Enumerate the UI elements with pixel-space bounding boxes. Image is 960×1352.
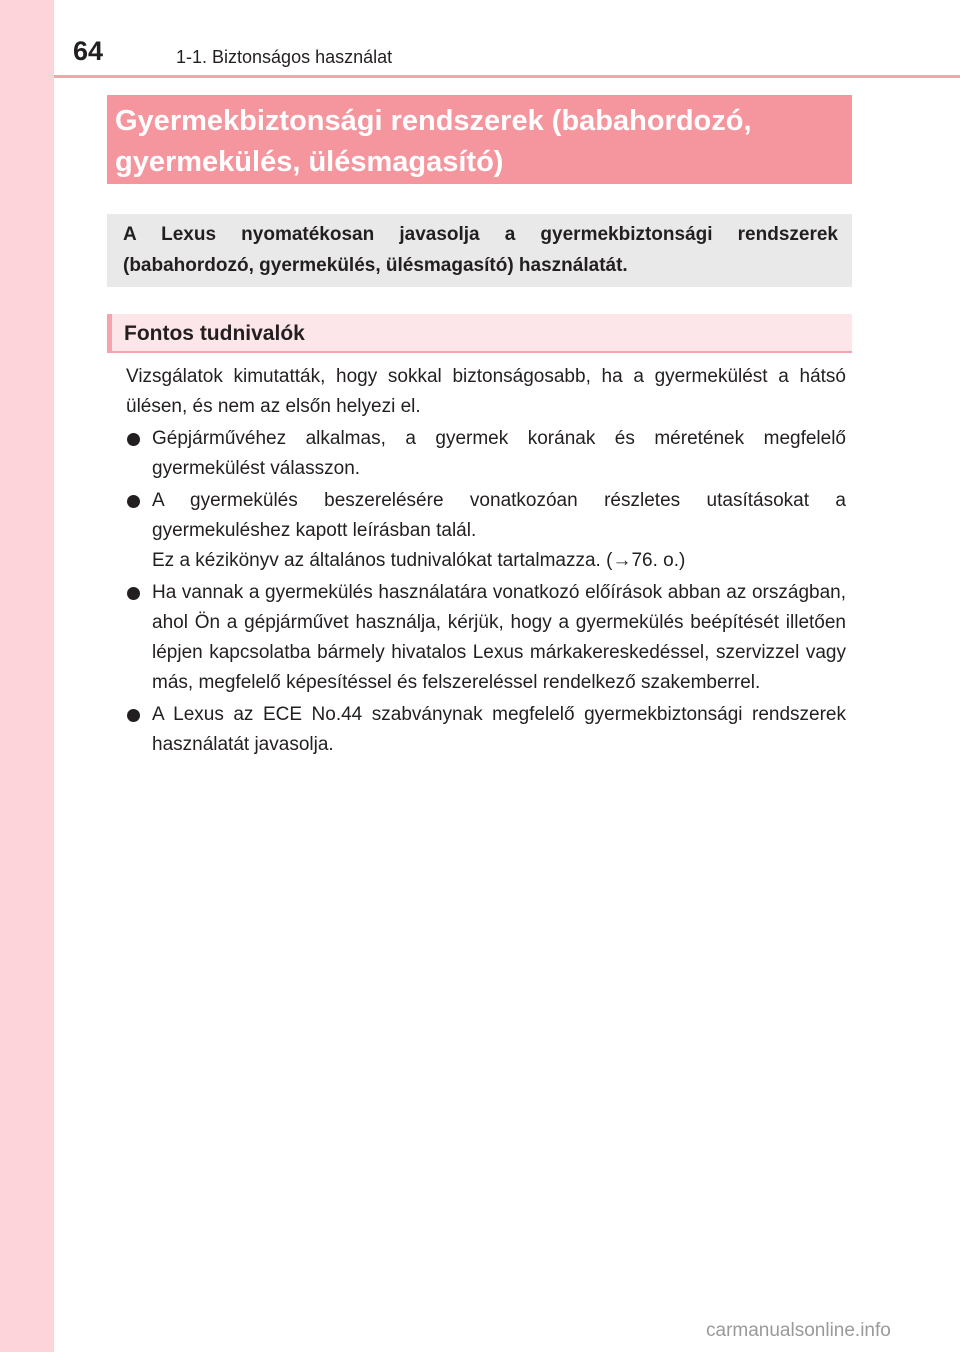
bullet-icon [127, 587, 140, 600]
section-heading: Fontos tudnivalók [107, 314, 852, 353]
intro-paragraph: Vizsgálatok kimutatták, hogy sokkal biztonságosabb, ha a gyermekülést a hátsó ülésen, és nem az elsőn helyezi el. [126, 366, 846, 417]
list-item [126, 700, 846, 760]
list-item [126, 486, 846, 576]
bullet-list [126, 424, 846, 760]
bullet-icon [127, 495, 140, 508]
section-content [126, 362, 846, 760]
header-divider [54, 75, 960, 78]
intro-box: A Lexus nyomatékosan javasolja a gyermekbiztonsági rendszerek (babahordozó, gyermekülés, ülésmagasító) használatát. [107, 214, 852, 287]
list-item-text: Gépjárművéhez alkalmas, a gyermek korának és méretének megfelelő gyermekülést válasszon. [152, 428, 846, 479]
list-item [126, 578, 846, 698]
side-band [0, 0, 54, 1352]
list-item-text: A Lexus az ECE No.44 szabványnak megfelelő gyermekbiztonsági rendszerek használatát javasolja. [152, 704, 846, 755]
list-item-text: A gyermekülés beszerelésére vonatkozóan részletes utasításokat a gyermekuléshez kapott leírásban talál. [152, 490, 846, 541]
list-item-text: Ha vannak a gyermekülés használatára vonatkozó előírások abban az országban, ahol Ön a gépjárművet használja, kérjük, hogy a gyermekülés beépítését illetően lépjen kapcsolatba bármely hivatalos Lexus márkakereskedéssel, szervizzel vagy más, megfelelő képesítéssel és felszereléssel rendelkező szakemberrel. [152, 582, 846, 693]
list-item [126, 424, 846, 484]
watermark: carmanualsonline.info [706, 1320, 891, 1341]
running-head: 1-1. Biztonságos használat [176, 47, 393, 67]
page-title: Gyermekbiztonsági rendszerek (babahordozó, gyermekülés, ülésmagasító) [107, 95, 852, 184]
page-number: 64 [73, 36, 104, 66]
bullet-icon [127, 433, 140, 446]
cross-reference-note: Ez a kézikönyv az általános tudnivalókat tartalmazza. (→76. o.) [152, 550, 686, 571]
bullet-icon [127, 709, 140, 722]
